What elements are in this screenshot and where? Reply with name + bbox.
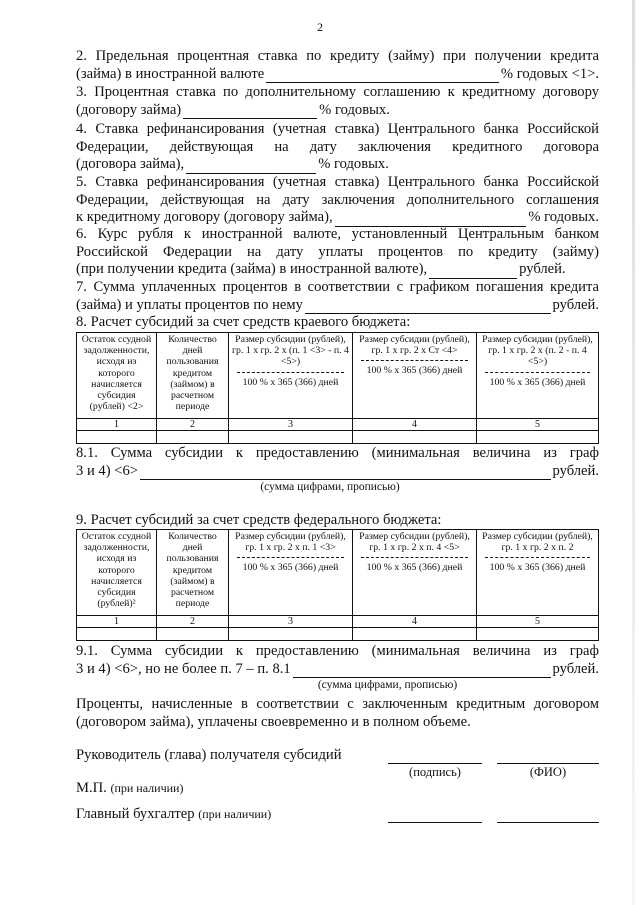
regional-subsidy-table: [76, 332, 599, 444]
item-4-unit: % годовых.: [318, 156, 389, 173]
header-subsidy-3: Размер субсидии (рублей), гр. 1 x гр. 2 x (п. 2 - п. 4 <5>) 100 % x 365 (366) дней: [477, 333, 599, 419]
item-9-1-line-1: 9.1. Сумма субсидии к предоставлению (минимальная величина из граф: [76, 643, 599, 659]
index-cell: 2: [157, 419, 229, 431]
table-header-row: [77, 333, 599, 419]
item-3-line-2: [76, 102, 599, 120]
item-4: [76, 121, 599, 174]
scan-edge: [632, 0, 635, 905]
item-3-unit: % годовых.: [319, 101, 390, 118]
head-signature-line: [388, 763, 482, 764]
item-6-unit: рублей.: [519, 261, 566, 278]
item-4-label: (договора займа),: [76, 156, 185, 173]
item-7-label: (займа) и уплаты процентов по нему: [76, 296, 303, 313]
accountant-fio-line: [497, 822, 599, 823]
item-7-blank: [305, 299, 551, 314]
accountant-text: Главный бухгалтер: [76, 806, 195, 822]
page-number: 2: [317, 20, 323, 34]
stamp-text: М.П.: [76, 780, 107, 796]
data-cell: [353, 628, 477, 641]
stamp-label: [76, 780, 183, 797]
index-cell: 2: [157, 616, 229, 628]
data-cell: [229, 628, 353, 641]
item-3: [76, 84, 599, 119]
index-cell: 5: [477, 419, 599, 431]
item-8-1: [76, 445, 599, 480]
data-cell: [353, 431, 477, 444]
federal-subsidy-table: [76, 529, 599, 641]
index-cell: 4: [353, 616, 477, 628]
item-9-1-unit: рублей.: [552, 660, 599, 677]
item-5-label: к кредитному договору (договору займа),: [76, 209, 333, 226]
item-5-line-3: [76, 209, 599, 227]
item-2: [76, 48, 599, 83]
head-signature-label: Руководитель (глава) получателя субсидий: [76, 747, 342, 763]
table-index-row: [77, 419, 599, 431]
payment-confirmation-line-2: (договором займа), уплачены своевременно и в полном объеме.: [76, 713, 471, 730]
accountant-signature-line: [388, 822, 482, 823]
section-8-heading: 8. Расчет субсидий за счет средств краевого бюджета:: [76, 314, 411, 330]
item-6-label: (при получении кредита (займа) в иностранной валюте),: [76, 261, 428, 278]
item-6-line-2: Российской Федерации на дату уплаты процентов по кредиту (займу): [76, 243, 599, 260]
item-5: [76, 174, 599, 227]
item-7-unit: рублей.: [552, 296, 599, 313]
header-subsidy-2: Размер субсидии (рублей), гр. 1 x гр. 2 x Ст <4> 100 % x 365 (366) дней: [353, 333, 477, 419]
item-2-line-2: [76, 66, 599, 84]
item-7: [76, 279, 599, 314]
accountant-label: [76, 806, 271, 823]
index-cell: 1: [77, 616, 157, 628]
item-4-line-2: Федерации, действующая на дату заключения кредитного договора: [76, 138, 599, 155]
item-9-1-blank: [293, 663, 551, 678]
index-cell: 4: [353, 419, 477, 431]
header-days: Количество дней пользования кредитом (займом) в расчетном периоде: [157, 530, 229, 616]
item-3-label: (договору займа): [76, 101, 182, 118]
index-cell: 5: [477, 616, 599, 628]
item-8-1-blank: [140, 465, 551, 480]
item-8-1-label: 3 и 4) <6>: [76, 462, 138, 479]
item-2-label: (займа) в иностранной валюте: [76, 65, 265, 82]
item-9-1: [76, 643, 599, 678]
data-cell: [77, 628, 157, 641]
accountant-note: (при наличии): [198, 807, 272, 821]
header-balance: Остаток ссудной задолженности, исходя из которого начисляется субсидия (рублей) <2>: [77, 333, 157, 419]
signature-caption: (подпись): [409, 765, 461, 779]
item-8-1-caption: (сумма цифрами, прописью): [260, 481, 400, 493]
item-4-line-1: 4. Ставка рефинансирования (учетная ставка) Центрального банка Российской: [76, 121, 599, 137]
item-9-1-label: 3 и 4) <6>, но не более п. 7 – п. 8.1: [76, 660, 291, 677]
header-days: Количество дней пользования кредитом (займом) в расчетном периоде: [157, 333, 229, 419]
item-3-blank: [183, 104, 317, 119]
data-cell: [157, 431, 229, 444]
item-7-line-1: 7. Сумма уплаченных процентов в соответствии с графиком погашения кредита: [76, 279, 599, 295]
fio-caption: (ФИО): [529, 765, 567, 779]
header-subsidy-1: Размер субсидии (рублей), гр. 1 x гр. 2 x п. 1 <3> 100 % x 365 (366) дней: [229, 530, 353, 616]
item-6-line-3: [76, 261, 599, 279]
item-9-1-line-2: [76, 661, 599, 679]
item-5-line-1: 5. Ставка рефинансирования (учетная ставка) Центрального банка Российской: [76, 174, 599, 190]
item-6: [76, 226, 599, 279]
table-data-row: [77, 628, 599, 641]
index-cell: 3: [229, 616, 353, 628]
item-4-line-3: [76, 156, 599, 174]
data-cell: [477, 431, 599, 444]
item-5-unit: % годовых.: [528, 209, 599, 226]
header-subsidy-2: Размер субсидии (рублей), гр. 1 x гр. 2 x п. 4 <5> 100 % x 365 (366) дней: [353, 530, 477, 616]
header-subsidy-3: Размер субсидии (рублей), гр. 1 x гр. 2 x п. 2 100 % x 365 (366) дней: [477, 530, 599, 616]
item-8-1-line-1: 8.1. Сумма субсидии к предоставлению (минимальная величина из граф: [76, 445, 599, 461]
table-data-row: [77, 431, 599, 444]
item-8-1-line-2: [76, 463, 599, 481]
item-8-1-unit: рублей.: [552, 462, 599, 479]
data-cell: [77, 431, 157, 444]
data-cell: [229, 431, 353, 444]
table-header-row: [77, 530, 599, 616]
payment-confirmation-line-1: Проценты, начисленные в соответствии с заключенным кредитным договором: [76, 696, 599, 712]
item-2-unit: % годовых <1>.: [500, 65, 599, 82]
item-9-1-caption: (сумма цифрами, прописью): [317, 679, 458, 691]
data-cell: [157, 628, 229, 641]
item-2-line-1: 2. Предельная процентная ставка по кредиту (займу) при получении кредита: [76, 48, 599, 64]
data-cell: [477, 628, 599, 641]
item-5-blank: [335, 212, 527, 227]
section-9-heading: 9. Расчет субсидий за счет средств федерального бюджета:: [76, 512, 442, 528]
head-fio-line: [497, 763, 599, 764]
item-5-line-2: Федерации, действующая на дату заключения дополнительного соглашения: [76, 191, 599, 208]
item-2-blank: [266, 68, 499, 83]
header-subsidy-1: Размер субсидии (рублей), гр. 1 x гр. 2 x (п. 1 <3> - п. 4 <5>) 100 % x 365 (366) дней: [229, 333, 353, 419]
header-balance: Остаток ссудной задолженности, исходя из которого начисляется субсидия (рублей)²: [77, 530, 157, 616]
table-index-row: [77, 616, 599, 628]
item-6-blank: [429, 264, 517, 279]
stamp-note: (при наличии): [110, 781, 184, 795]
item-4-blank: [186, 159, 316, 174]
index-cell: 3: [229, 419, 353, 431]
item-7-line-2: [76, 297, 599, 315]
item-6-line-1: 6. Курс рубля к иностранной валюте, установленный Центральным банком: [76, 226, 599, 242]
index-cell: 1: [77, 419, 157, 431]
item-3-line-1: 3. Процентная ставка по дополнительному соглашению к кредитному договору: [76, 84, 599, 100]
payment-confirmation: [76, 696, 599, 731]
